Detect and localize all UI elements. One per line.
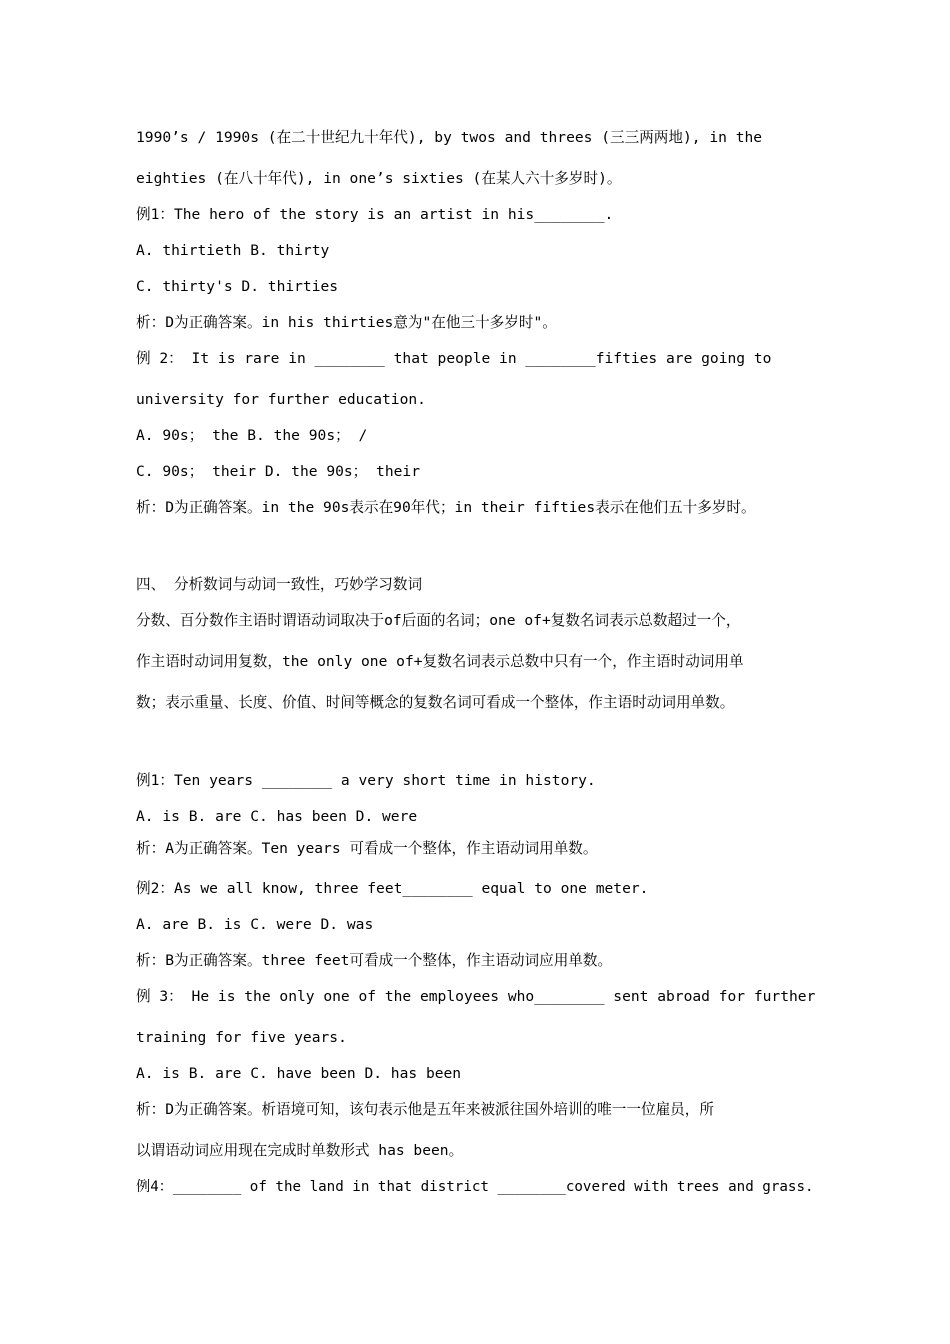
section-heading: 四、 分析数词与动词一致性，巧妙学习数词 (136, 576, 423, 593)
analysis-line: 析：A为正确答案。Ten years 可看成一个整体，作主语动词用单数。 (136, 840, 598, 857)
example-question: 例2：As we all know, three feet________ equal to one meter. (136, 880, 649, 897)
analysis-line: 析：B为正确答案。three feet可看成一个整体，作主语动词应用单数。 (136, 952, 613, 969)
analysis-line: 析：D为正确答案。析语境可知，该句表示他是五年来被派往国外培训的唯一一位雇员，所 (136, 1101, 714, 1118)
analysis-line: 析：D为正确答案。in his thirties意为"在他三十多岁时"。 (136, 314, 557, 331)
text-line: eighties (在八十年代), in one’s sixties (在某人六十多岁时)。 (136, 170, 622, 187)
example-question: 例 3： He is the only one of the employees who________ sent abroad for further (136, 988, 816, 1005)
text-line-content: 1990’s / 1990s (在二十世纪九十年代), by twos and threes (三三两两地), in the (136, 129, 763, 146)
answer-options: C. 90s； their D. the 90s； their (136, 463, 420, 480)
paragraph-line: 数；表示重量、长度、价值、时间等概念的复数名词可看成一个整体，作主语时动词用单数。 (136, 694, 735, 711)
answer-options: C. thirty's D. thirties (136, 278, 339, 295)
example-question-continued: training for five years. (136, 1029, 347, 1046)
answer-options: A. thirtieth B. thirty (136, 242, 330, 259)
answer-options: A. is B. are C. has been D. were (136, 808, 418, 825)
answer-options: A. is B. are C. have been D. has been (136, 1065, 462, 1082)
paragraph-line: 作主语时动词用复数，the only one of+复数名词表示总数中只有一个，作主语时动词用单 (136, 653, 744, 670)
example-question: 例1：The hero of the story is an artist in his________. (136, 206, 614, 223)
example-question: 例 2： It is rare in ________ that people in ________fifties are going to (136, 350, 772, 367)
paragraph-line: 分数、百分数作主语时谓语动词取决于of后面的名词；one of+复数名词表示总数超过一个， (136, 612, 741, 629)
text-line (136, 128, 816, 148)
example-question: 例1：Ten years ________ a very short time in history. (136, 772, 596, 789)
example-question: 例4：________ of the land in that district ________covered with trees and grass. (136, 1179, 814, 1195)
example-question-continued: university for further education. (136, 391, 426, 408)
answer-options: A. are B. is C. were D. was (136, 916, 374, 933)
analysis-line: 析：D为正确答案。in the 90s表示在90年代；in their fifties表示在他们五十多岁时。 (136, 499, 756, 516)
analysis-line-continued: 以谓语动词应用现在完成时单数形式 has been。 (136, 1142, 464, 1159)
answer-options: A. 90s； the B. the 90s； / (136, 427, 368, 444)
